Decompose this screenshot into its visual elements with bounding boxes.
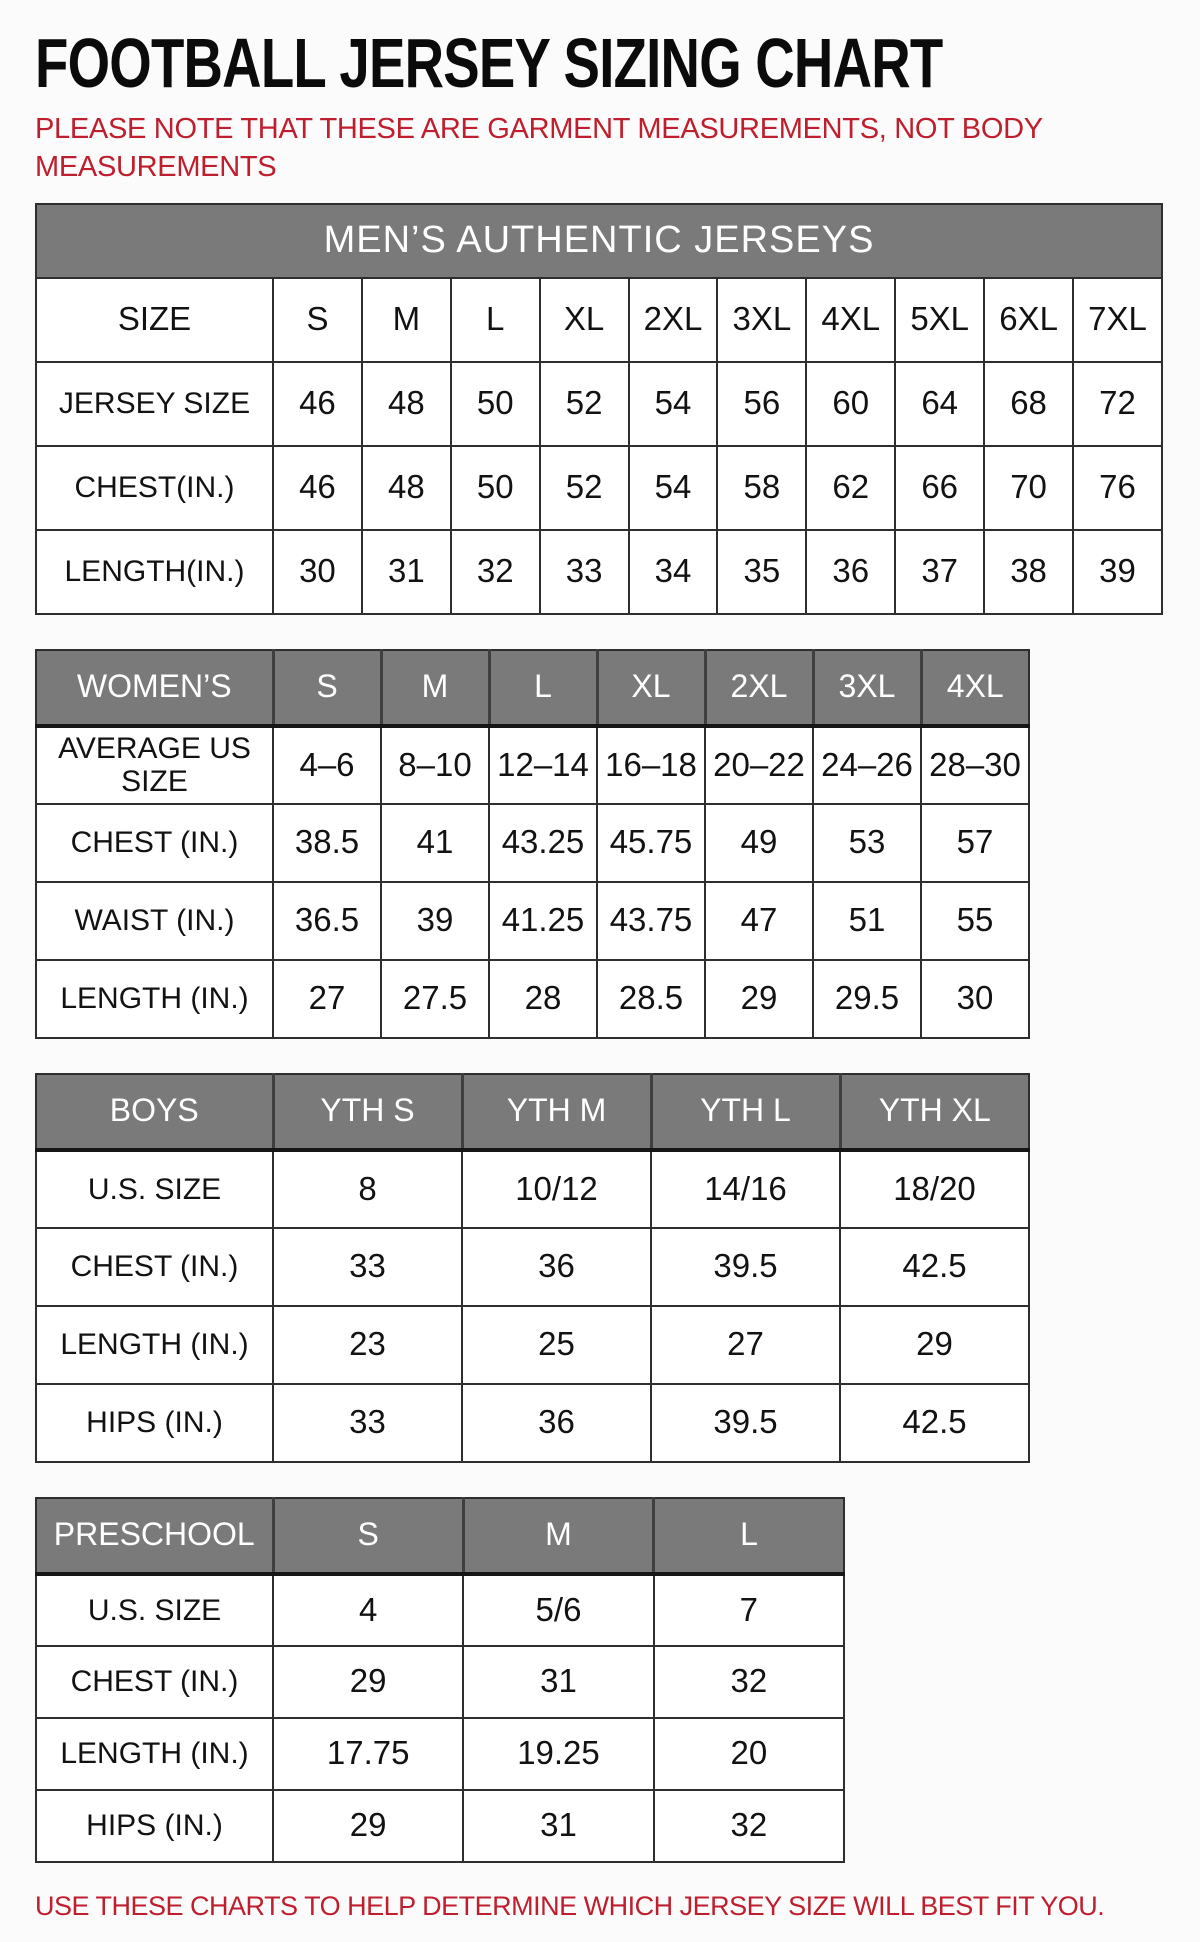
measurement-row [36,530,1162,614]
measurement-row [36,882,1029,960]
measurement-value-cell: 62 [806,446,895,530]
measurement-row [36,1718,844,1790]
measurement-value-cell: 51 [813,882,921,960]
row-label-cell: CHEST (IN.) [36,1228,273,1306]
womens-section [35,649,1165,1039]
measurement-value-cell: 38 [984,530,1073,614]
measurement-value-cell: 54 [629,446,718,530]
size-header-cell: S [273,1498,463,1574]
measurement-value-cell: 33 [273,1228,462,1306]
measurement-value-cell: 28.5 [597,960,705,1038]
row-label-cell: HIPS (IN.) [36,1790,273,1862]
row-label-cell: WAIST (IN.) [36,882,273,960]
measurement-value-cell: 31 [362,530,451,614]
measurement-value-cell: 41.25 [489,882,597,960]
measurement-value-cell: 29 [840,1306,1029,1384]
note-line-2: MEASUREMENTS [35,151,277,184]
measurement-row [36,1790,844,1862]
measurement-value-cell: 29.5 [813,960,921,1038]
measurement-row [36,1384,1029,1462]
size-header-cell: L [451,278,540,362]
size-header-cell: YTH S [273,1074,462,1150]
measurement-value-cell: 18/20 [840,1150,1029,1228]
measurement-value-cell: 38.5 [273,804,381,882]
measurement-value-cell: 37 [895,530,984,614]
measurement-value-cell: 48 [362,446,451,530]
preschool-section [35,1497,1165,1863]
measurement-value-cell: 20–22 [705,726,813,804]
row-label-cell: CHEST (IN.) [36,804,273,882]
measurement-value-cell: 5/6 [463,1574,653,1646]
mens-table-banner: MEN’S AUTHENTIC JERSEYS [35,203,1163,277]
garment-measurements-note [35,110,1165,187]
measurement-row [36,960,1029,1038]
measurement-value-cell: 43.75 [597,882,705,960]
size-header-cell: M [463,1498,653,1574]
measurement-value-cell: 31 [463,1646,653,1718]
measurement-value-cell: 4–6 [273,726,381,804]
measurement-value-cell: 14/16 [651,1150,840,1228]
measurement-value-cell: 58 [717,446,806,530]
measurement-value-cell: 50 [451,362,540,446]
measurement-value-cell: 53 [813,804,921,882]
preschool-sizing-table [35,1497,845,1863]
measurement-value-cell: 70 [984,446,1073,530]
measurement-value-cell: 52 [540,446,629,530]
measurement-value-cell: 30 [273,530,362,614]
measurement-value-cell: 30 [921,960,1029,1038]
size-header-cell: S [273,278,362,362]
measurement-value-cell: 17.75 [273,1718,463,1790]
measurement-value-cell: 43.25 [489,804,597,882]
measurement-value-cell: 39.5 [651,1228,840,1306]
measurement-value-cell: 57 [921,804,1029,882]
row-label-cell: U.S. SIZE [36,1150,273,1228]
size-header-cell: L [654,1498,844,1574]
fit-guidance-note: USE THESE CHARTS TO HELP DETERMINE WHICH JERSEY SIZE WILL BEST FIT YOU. [35,1890,1105,1921]
measurement-value-cell: 29 [273,1646,463,1718]
measurement-value-cell: 36 [462,1384,651,1462]
measurement-value-cell: 10/12 [462,1150,651,1228]
size-header-cell: YTH L [651,1074,840,1150]
measurement-value-cell: 64 [895,362,984,446]
size-header-cell: 3XL [717,278,806,362]
measurement-value-cell: 42.5 [840,1228,1029,1306]
measurement-value-cell: 20 [654,1718,844,1790]
row-label-cell: AVERAGE US SIZE [36,726,273,804]
row-label-cell: JERSEY SIZE [36,362,273,446]
measurement-value-cell: 56 [717,362,806,446]
boys-header-row [36,1074,1029,1150]
measurement-value-cell: 32 [654,1790,844,1862]
measurement-value-cell: 47 [705,882,813,960]
measurement-value-cell: 45.75 [597,804,705,882]
measurement-value-cell: 27 [651,1306,840,1384]
size-header-cell: XL [597,650,705,726]
measurement-value-cell: 7 [654,1574,844,1646]
womens-table-title-cell: WOMEN’S [36,650,273,726]
measurement-value-cell: 46 [273,362,362,446]
measurement-value-cell: 36 [462,1228,651,1306]
row-label-cell: LENGTH (IN.) [36,960,273,1038]
measurement-value-cell: 34 [629,530,718,614]
measurement-value-cell: 23 [273,1306,462,1384]
measurement-value-cell: 72 [1073,362,1162,446]
measurement-value-cell: 39 [1073,530,1162,614]
measurement-value-cell: 4 [273,1574,463,1646]
measurement-row [36,804,1029,882]
measurement-value-cell: 32 [451,530,540,614]
mens-header-row [36,278,1162,362]
measurement-value-cell: 33 [273,1384,462,1462]
size-header-cell: L [489,650,597,726]
measurement-value-cell: 54 [629,362,718,446]
measurement-value-cell: 49 [705,804,813,882]
measurement-value-cell: 76 [1073,446,1162,530]
row-label-cell: CHEST(IN.) [36,446,273,530]
row-label-cell: LENGTH (IN.) [36,1718,273,1790]
measurement-value-cell: 8–10 [381,726,489,804]
measurement-row [36,1306,1029,1384]
measurement-value-cell: 12–14 [489,726,597,804]
note-line-1: PLEASE NOTE THAT THESE ARE GARMENT MEASUREMENTS, NOT BODY [35,113,1043,145]
measurement-value-cell: 66 [895,446,984,530]
row-label-cell: CHEST (IN.) [36,1646,273,1718]
size-header-cell: XL [540,278,629,362]
womens-header-row [36,650,1029,726]
measurement-row [36,446,1162,530]
measurement-value-cell: 19.25 [463,1718,653,1790]
measurement-value-cell: 32 [654,1646,844,1718]
measurement-value-cell: 50 [451,446,540,530]
measurement-value-cell: 28–30 [921,726,1029,804]
size-header-cell: 4XL [921,650,1029,726]
measurement-value-cell: 33 [540,530,629,614]
boys-table-title-cell: BOYS [36,1074,273,1150]
measurement-value-cell: 68 [984,362,1073,446]
measurement-value-cell: 25 [462,1306,651,1384]
measurement-value-cell: 29 [705,960,813,1038]
preschool-table-title-cell: PRESCHOOL [36,1498,273,1574]
measurement-value-cell: 42.5 [840,1384,1029,1462]
size-header-cell: 2XL [629,278,718,362]
womens-sizing-table [35,649,1030,1039]
measurement-value-cell: 41 [381,804,489,882]
measurement-value-cell: 27 [273,960,381,1038]
page-title: FOOTBALL JERSEY SIZING CHART [35,24,943,102]
size-header-cell: 4XL [806,278,895,362]
measurement-value-cell: 28 [489,960,597,1038]
measurement-row [36,1574,844,1646]
measurement-value-cell: 39.5 [651,1384,840,1462]
size-header-cell: M [381,650,489,726]
measurement-value-cell: 29 [273,1790,463,1862]
measurement-value-cell: 48 [362,362,451,446]
size-header-cell: 7XL [1073,278,1162,362]
mens-table-title-cell: SIZE [36,278,273,362]
measurement-value-cell: 52 [540,362,629,446]
size-header-cell: 5XL [895,278,984,362]
boys-section [35,1073,1165,1463]
row-label-cell: LENGTH(IN.) [36,530,273,614]
row-label-cell: HIPS (IN.) [36,1384,273,1462]
measurement-value-cell: 39 [381,882,489,960]
row-label-cell: LENGTH (IN.) [36,1306,273,1384]
row-label-cell: U.S. SIZE [36,1574,273,1646]
measurement-value-cell: 55 [921,882,1029,960]
measurement-value-cell: 27.5 [381,960,489,1038]
measurement-row [36,1150,1029,1228]
size-header-cell: YTH XL [840,1074,1029,1150]
preschool-header-row [36,1498,844,1574]
measurement-row [36,1228,1029,1306]
measurement-value-cell: 46 [273,446,362,530]
mens-authentic-jerseys-section [35,203,1165,615]
measurement-value-cell: 8 [273,1150,462,1228]
measurement-row [36,1646,844,1718]
measurement-value-cell: 24–26 [813,726,921,804]
boys-sizing-table [35,1073,1030,1463]
size-header-cell: YTH M [462,1074,651,1150]
size-header-cell: 3XL [813,650,921,726]
size-header-cell: M [362,278,451,362]
measurement-row [36,726,1029,804]
size-header-cell: 2XL [705,650,813,726]
mens-sizing-table [35,277,1163,615]
measurement-value-cell: 35 [717,530,806,614]
measurement-value-cell: 31 [463,1790,653,1862]
measurement-value-cell: 16–18 [597,726,705,804]
measurement-row [36,362,1162,446]
size-header-cell: S [273,650,381,726]
measurement-value-cell: 36.5 [273,882,381,960]
measurement-value-cell: 60 [806,362,895,446]
measurement-value-cell: 36 [806,530,895,614]
size-header-cell: 6XL [984,278,1073,362]
